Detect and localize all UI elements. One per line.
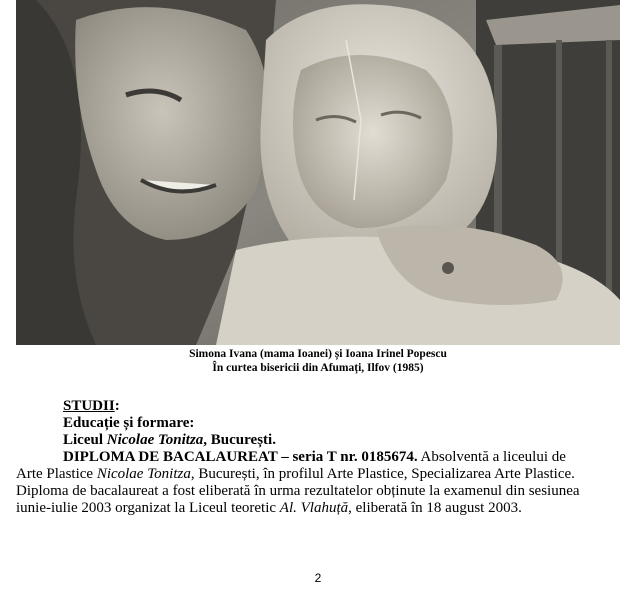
line2-b: , București, în profilul Arte Plastice, Specializarea Arte Plastice. [190,466,575,482]
paragraph-line-3: Diploma de bacalaureat a fost eliberată în urma rezultatelor obținute la examenul din sesiunea [16,483,580,499]
line4-b: , eliberată în 18 august 2003. [348,500,522,516]
education-subheading: Educație și formare: [63,415,195,431]
family-photo [16,0,620,345]
line2-a: Arte Plastice [16,466,97,482]
school-name-line [63,432,636,449]
studii-heading-colon: : [114,398,120,414]
school-prefix: Liceul [63,432,107,448]
studii-heading-text: STUDII [63,398,115,414]
diploma-paragraph [16,449,622,517]
page-number: 2 [314,571,322,585]
line4-a: iunie-iulie 2003 organizat la Liceul teoretic [16,500,280,516]
line2-school-name: Nicolae Tonitza [96,466,191,482]
line4-school-name: Al. Vlahuță [279,500,349,516]
paragraph-line-1 [16,449,622,466]
studii-heading [63,398,636,415]
school-suffix: , București. [203,432,276,448]
photo-caption-line2: În curtea bisericii din Afumați, Ilfov (1985) [212,362,424,374]
school-name: Nicolae Tonitza [106,432,204,448]
diploma-title: DIPLOMA DE BACALAUREAT – seria T nr. 0185674. [63,449,418,465]
photo-caption-line1: Simona Ivana (mama Ioanei) și Ioana Irinel Popescu [189,348,447,360]
paragraph-line-4 [16,500,622,517]
paragraph-line-2 [16,466,622,483]
line1-rest: Absolventă a liceului de [417,449,566,465]
